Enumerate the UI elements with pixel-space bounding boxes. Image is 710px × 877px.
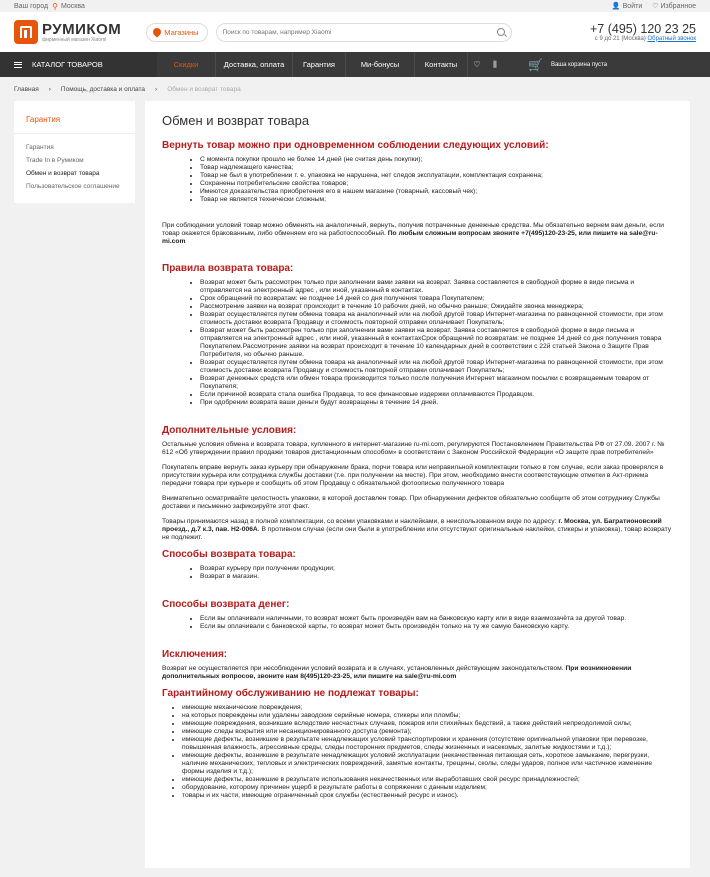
compare-icon[interactable]: ⫼: [493, 59, 497, 69]
breadcrumb-help[interactable]: Помощь, доставка и оплата: [60, 85, 146, 93]
nav-item-contacts[interactable]: Контакты: [424, 60, 458, 69]
heart-icon: ♡: [652, 3, 659, 10]
location-icon: ⚲: [52, 1, 58, 11]
brand-name: РУМИКОМ: [42, 20, 122, 38]
sidebar-item-agreement[interactable]: Пользовательское соглашение: [26, 183, 120, 190]
list-item: • Сохранены потребительские свойства товаров;: [200, 180, 673, 188]
rules-list: [200, 279, 673, 407]
list-item: • Возврат осуществляется путем обмена товара на аналогичный или на любой другой товар Интернет-магазина по равноценной стоимости, при этом стоимость доставки возврата Продавцу и стоимость повторной отправки оплачивает Покупатель;: [200, 359, 673, 375]
list-item: • Если причиной возврата стала ошибка Продавца, то все финансовые издержки оплачиваются Продавцом.: [200, 391, 673, 399]
search-icon[interactable]: [497, 28, 505, 36]
login-link[interactable]: 👤 Войти: [611, 2, 643, 10]
list-item: • оборудование, которому причинен ущерб в результате работы в сопряжении с данным изделием;: [182, 784, 673, 792]
list-item: • Если вы оплачивали наличными, то возврат может быть произведён вам на банковскую карту или в виде взаимозачёта за другой товар.: [200, 615, 673, 623]
map-pin-icon: [152, 26, 163, 37]
sidebar-title: Гарантия: [14, 101, 135, 134]
breadcrumb-current: Обмен и возврат товара: [167, 85, 241, 93]
list-item: • Возврат может быть рассмотрен только при заполнении вами заявки на возврат. Заявка составляется в свободной форме в виде письма и отправляется на электронный адрес , или иной, указанный в контактах.: [200, 279, 673, 295]
topbar: [0, 0, 710, 12]
list-item: • Возврат осуществляется путем обмена товара на аналогичный или на любой другой товар Интернет-магазина по равноценной стоимости, при этом стоимость доставки возврата Продавцу и стоимость повторной отправки оплачивает Покупатель;: [200, 311, 673, 327]
nav-item-warranty[interactable]: Гарантия: [303, 60, 335, 69]
list-item: • Возврат в магазин.: [200, 573, 673, 581]
favorites-icon[interactable]: ♡: [473, 60, 481, 69]
section-title: Правила возврата товара:: [162, 263, 294, 274]
list-item: • на которых повреждены или удалены заводские серийные номера, стикеры или пломбы;: [182, 712, 673, 720]
paragraph: Товары принимаются назад в полной комплектации, со всеми упаковками и наклейками, в неиспользованном виде по адресу: г. Москва, ул. Багратионовский проезд., д.7 к.3, пав. Н2-006А. В противном случае (если они были в употреблении или отсутствуют оригинальные наклейки, стикеры и упаковка), товар возврату не подлежит.: [162, 518, 672, 541]
catalog-button[interactable]: КАТАЛОГ ТОВАРОВ: [0, 52, 157, 77]
header: [0, 12, 710, 52]
list-item: • имеющие следы вскрытия или несанкционированного доступа (ремонта);: [182, 728, 673, 736]
return-methods-list: [200, 565, 673, 581]
list-item: • Если вы оплачивали с банковской карты, то возврат может быть произведён только на ту же самую банковскую карту.: [200, 623, 673, 631]
stores-button[interactable]: Магазины: [146, 23, 207, 42]
breadcrumb-home[interactable]: Главная: [14, 85, 39, 93]
nav-item-delivery[interactable]: Доставка, оплата: [223, 60, 285, 69]
cart-status: Ваша корзина пуста: [550, 61, 608, 68]
section-title: Дополнительные условия:: [162, 425, 297, 436]
paragraph: При соблюдении условий товар можно обменять на аналогичный, вернуть, получив потраченные денежные средства. Мы обязательно вернем вам деньги, если товар окажется бракованным, либо обменяем его на работоспособный. По любым сложным вопросам звоните +7(495)120-23-25, или пишите на sale@ru-mi.com: [162, 222, 665, 245]
logo[interactable]: [14, 20, 121, 44]
paragraph: Покупатель вправе вернуть заказ курьеру при обнаружении брака, порчи товара или неправильной комплектации только в том случае, если заказ проверялся в присутствии курьера или сотрудника службы доставки (т.е. при получении на месте). При этом, необходимо внести соответствующие отметки в Акт-приема передачи товара при курьере и сообщить об этом Продавцу с обязательной фотоописью полученного товара: [162, 464, 664, 487]
sidebar: [14, 101, 135, 203]
city-label: Ваш город: [14, 2, 49, 10]
breadcrumb-separator: ›: [48, 85, 51, 93]
main-nav: [0, 52, 710, 77]
list-item: • Возврат курьеру при получении продукции;: [200, 565, 673, 573]
section-title: Гарантийному обслуживанию не подлежат товары:: [162, 688, 419, 699]
sidebar-item-tradein[interactable]: Trade In в Румиком: [26, 157, 84, 164]
list-item: • Имеются доказательства приобретения его в нашем магазине (товарный, кассовый чек);: [200, 188, 673, 196]
list-item: • Срок обращений по возвратам: не позднее 14 дней со дня получения товара Покупателем;: [200, 295, 673, 303]
search-bar: [216, 23, 512, 42]
list-item: • Товар не был в употреблении т. е. упаковка не нарушена, нет следов эксплуатации, комплектация сохранена;: [200, 172, 673, 180]
conditions-list: [200, 156, 673, 204]
list-item: • имеющие дефекты, возникшие в результате использования некачественных или выработавших свой ресурс принадлежностей;: [182, 776, 673, 784]
list-item: • Товар надлежащего качества;: [200, 164, 673, 172]
cart[interactable]: [528, 58, 607, 72]
page-title: Обмен и возврат товара: [162, 113, 310, 128]
list-item: • Рассмотрение заявки на возврат происходит в течение 10 рабочих дней, но обычно раньше; Ожидайте звонка менеджера;: [200, 303, 673, 311]
refund-methods-list: [200, 615, 673, 631]
list-item: • товары и их части, имеющие ограниченный срок службы (естественный ресурс и износ).: [182, 792, 673, 800]
main-content: [145, 101, 690, 868]
list-item: • имеющие дефекты, возникшие в результате ненадлежащих условий транспортировки и хранения (отсутствие оригинальной упаковки при перевозке, повышенная влажность, агрессивные среды, следы посторонних предметов, следы жизненных и насекомых, залитые жидкостями и т.д.);: [182, 736, 673, 752]
paragraph: Остальные условия обмена и возврата товара, купленного в интернет-магазине ru-mi.com, регулируются Постановлением Правительства РФ от 27.09. 2007 г. № 612 «Об утверждении правил продажи товаров дистанционным способом» в соответствии с Законом Российской Федерации «О защите прав потребителей»: [162, 441, 665, 456]
section-title: Вернуть товар можно при одновременном соблюдении следующих условий:: [162, 140, 549, 151]
favorites-link[interactable]: ♡ Избранное: [652, 2, 696, 10]
paragraph: Внимательно осматривайте целостность упаковки, в которой доставлен товар. При обнаружении дефектов обязательно сообщите об этом сотруднику Службы доставки и письменно зафиксируйте этот факт.: [162, 495, 660, 510]
menu-icon: [14, 62, 22, 68]
brand-subtitle: фирменный магазин Xiaomi: [42, 36, 107, 43]
list-item: • имеющие дефекты, возникшие в результате ненадлежащих условий эксплуатации (некачественная питающая сеть, короткое замыкание, перегрузки, наличие механических, тепловых и электрических повреждений, замятые контакты, трещины, сколы, следы ударов, полное или частичное изменение формы изделия и т.д.);: [182, 752, 673, 776]
warranty-exclusions-list: [182, 704, 673, 800]
sidebar-item-returns[interactable]: Обмен и возврат товара: [14, 167, 135, 180]
section-title: Способы возврата товара:: [162, 549, 296, 560]
breadcrumb: [0, 77, 710, 101]
user-icon: 👤: [611, 3, 621, 10]
cart-icon: 🛒: [528, 57, 543, 72]
list-item: • имеющие механические повреждения;: [182, 704, 673, 712]
list-item: • имеющие повреждения, возникшие вследствие несчастных случаев, пожаров или стихийных бедствий, а также действий непреодолимой силы;: [182, 720, 673, 728]
mi-logo-icon: [14, 20, 38, 44]
sidebar-item-warranty[interactable]: Гарантия: [26, 144, 54, 151]
list-item: • Товар не является технически сложным;: [200, 196, 673, 204]
list-item: • При одобрении возврата ваши деньги будут возвращены в течение 14 дней.: [200, 399, 673, 407]
city-select[interactable]: Москва: [61, 2, 85, 10]
list-item: • Возврат может быть рассмотрен только при заполнении вами заявки на возврат. Заявка составляется в свободной форме в виде письма и отправляется на электронный адрес , или иной, указанный в контактахСрок обращений по возвратам: не позднее 14 дней со дня получения товара Покупателем.Рассмотрение заявки на возврат происходит в течение 10 календарных дней в соответствии с 22й статьей Закона о Защите Прав Потребителя, но обычно раньше.: [200, 327, 673, 359]
nav-item-sale[interactable]: Скидки: [173, 60, 199, 69]
list-item: • Возврат денежных средств или обмен товара производится только после получения Интернет магазином посылки с возвращаемым товаром от Покупателя;: [200, 375, 673, 391]
breadcrumb-separator: ›: [155, 85, 158, 93]
working-hours: с 9 до 21 (Москва): [594, 35, 646, 42]
callback-link[interactable]: Обратный звонок: [647, 35, 696, 42]
paragraph: Возврат не осуществляется при несоблюдении условий возврата и в случаях, установленных действующим законодательством. При возникновении дополнительных вопросов, звоните нам 8(495)120-23-25, или пишите на sale@ru-mi.com: [162, 665, 632, 680]
search-input[interactable]: [223, 29, 493, 36]
list-item: • С момента покупки прошло не более 14 дней (не считая день покупки);: [200, 156, 673, 164]
nav-item-bonus[interactable]: Ми-бонусы: [360, 60, 400, 69]
phone-number[interactable]: +7 (495) 120 23 25: [590, 21, 696, 36]
section-title: Исключения:: [162, 649, 228, 660]
contact-block: [590, 23, 696, 42]
section-title: Способы возврата денег:: [162, 599, 290, 610]
